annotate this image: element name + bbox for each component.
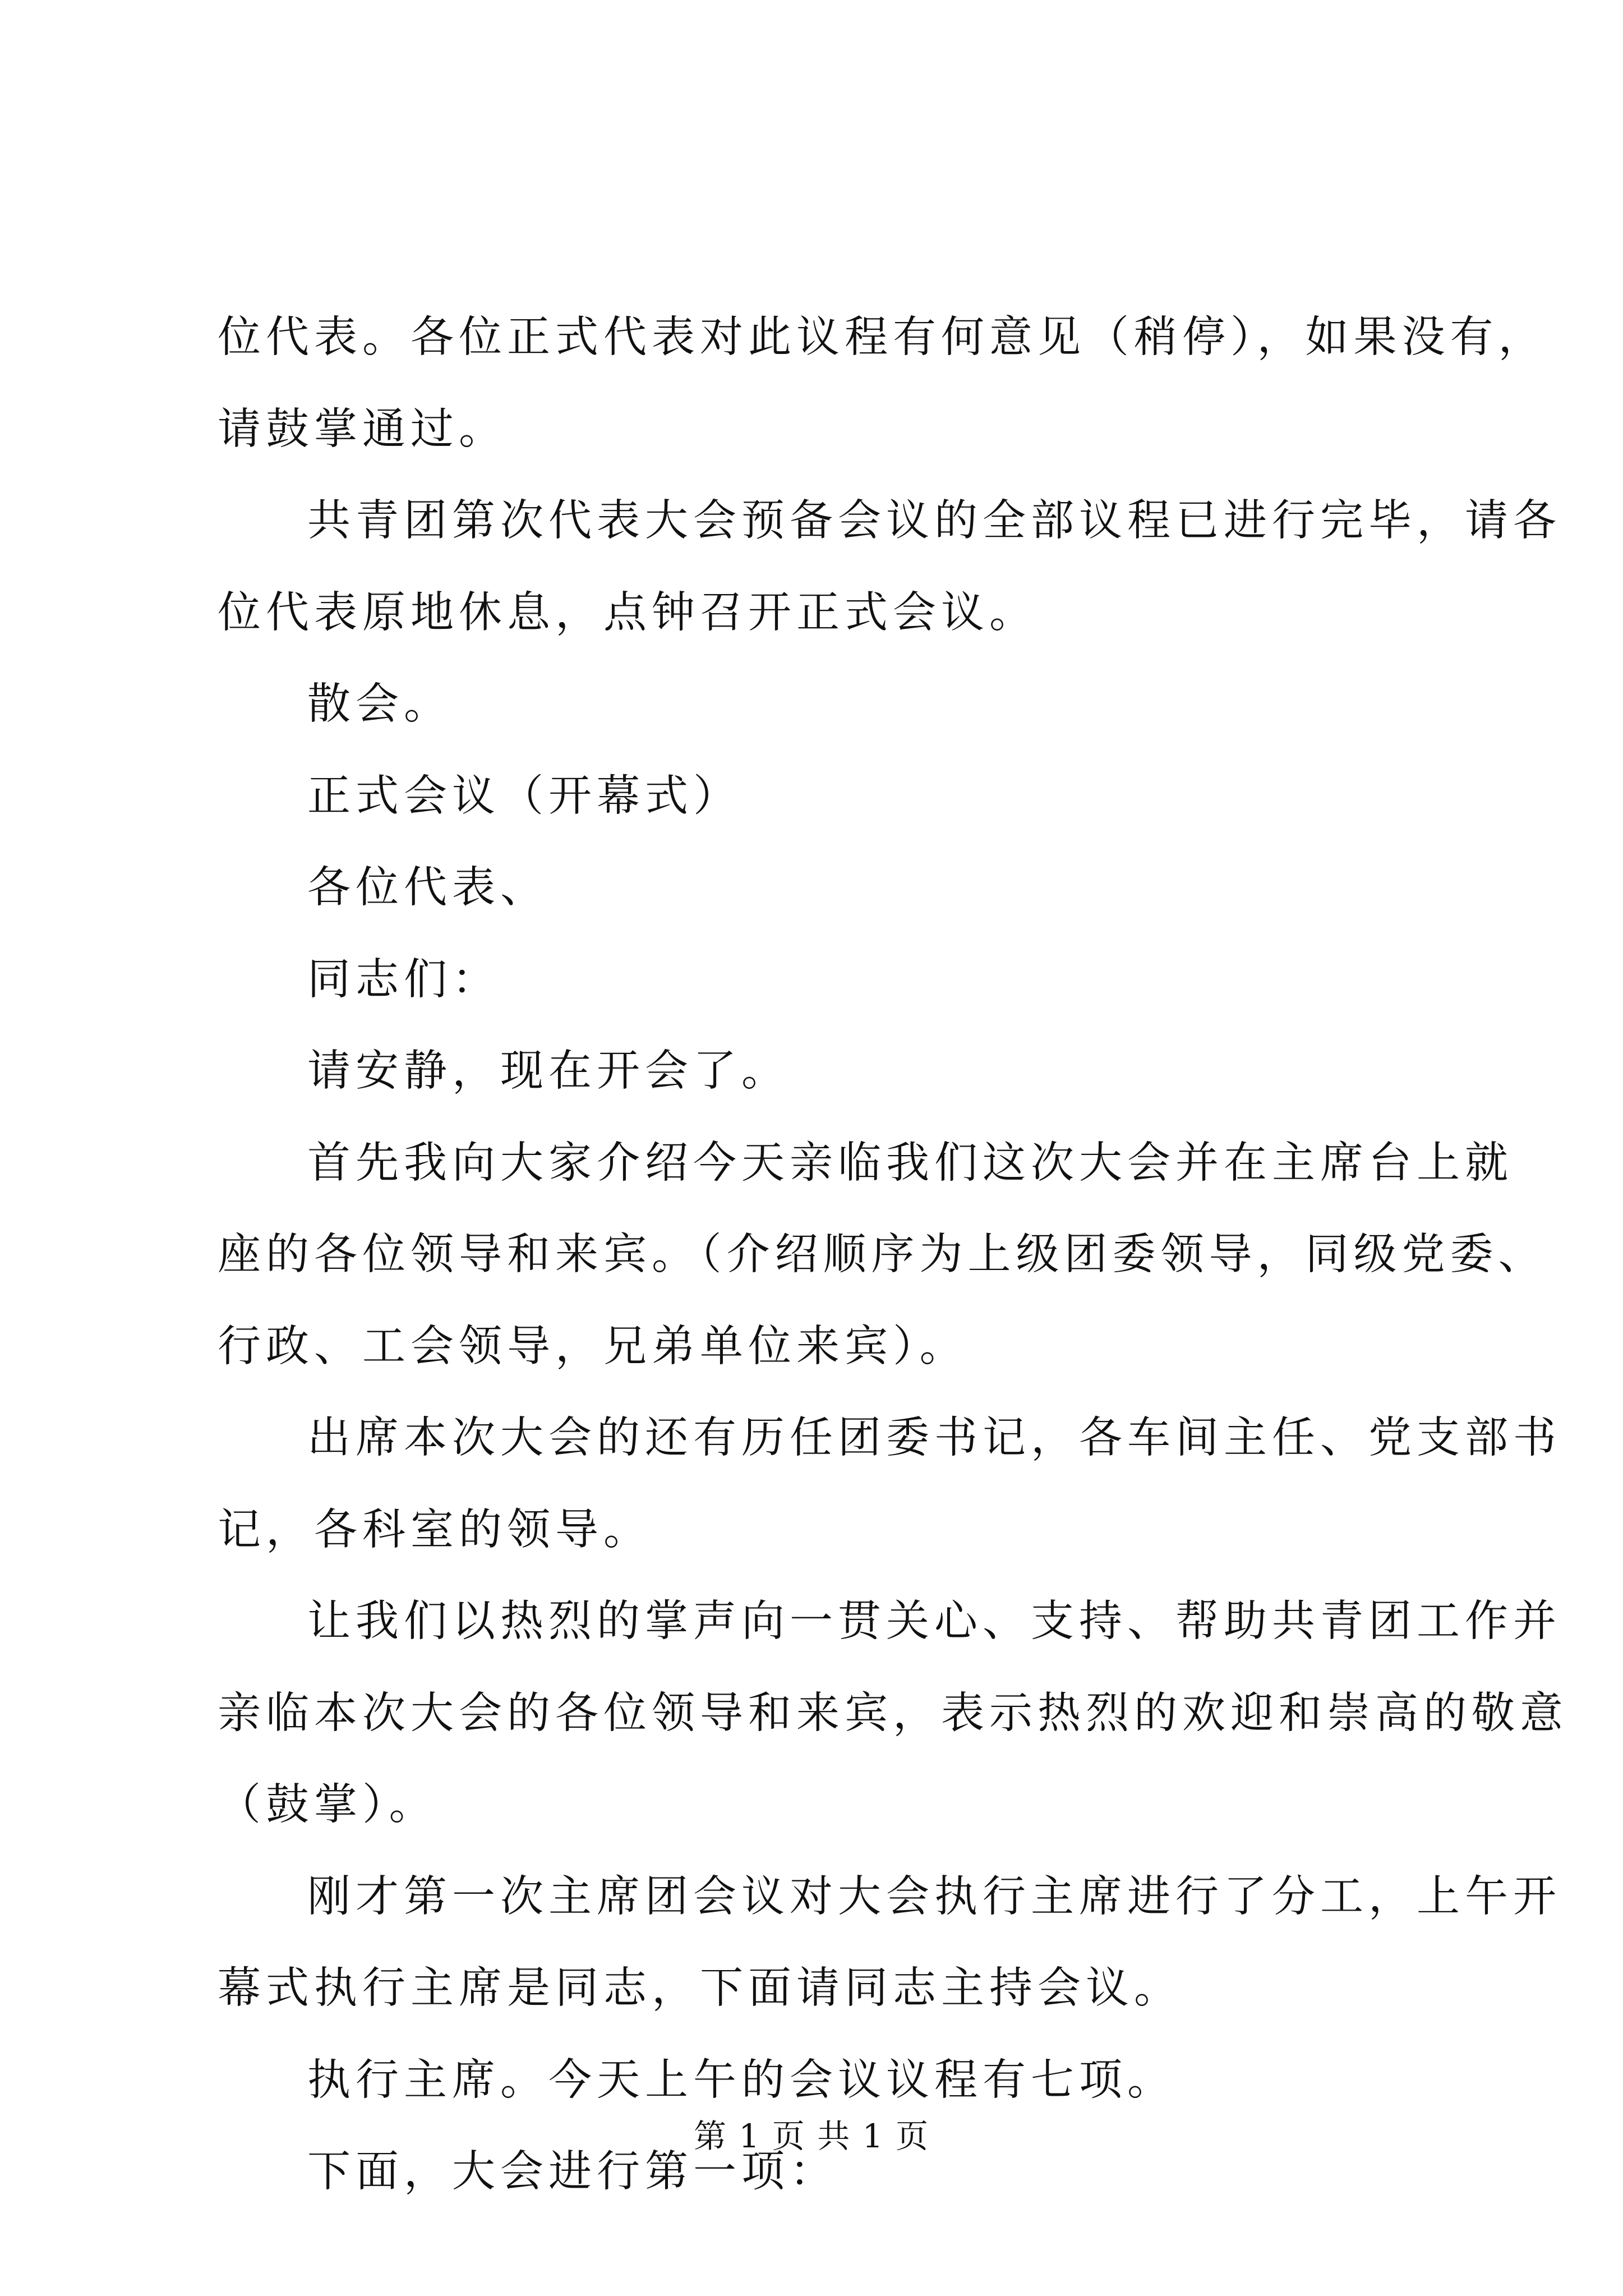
text-line: 请安静，现在开会了。 <box>307 1046 790 1096</box>
text-line: 位代表原地休息，点钟召开正式会议。 <box>218 587 1038 638</box>
text-line: 各位代表、 <box>307 863 548 913</box>
text-line: 让我们以热烈的掌声向一贯关心、支持、帮助共青团工作并 <box>307 1596 1561 1646</box>
text-line: 下面，大会进行第一项： <box>307 2147 838 2197</box>
text-line: 出席本次大会的还有历任团委书记，各车间主任、党支部书 <box>307 1413 1561 1463</box>
section-heading: 正式会议（开幕式） <box>307 771 741 821</box>
text-line: 共青团第次代表大会预备会议的全部议程已进行完毕，请各 <box>307 496 1561 546</box>
text-line: 位代表。各位正式代表对此议程有何意见（稍停），如果没有， <box>218 312 1547 362</box>
text-line: 记，各科室的领导。 <box>218 1504 652 1555</box>
text-line: 首先我向大家介绍今天亲临我们这次大会并在主席台上就 <box>307 1138 1513 1188</box>
text-line: （鼓掌）。 <box>218 1780 437 1830</box>
text-line: 幕式执行主席是同志，下面请同志主持会议。 <box>218 1963 1182 2013</box>
document-body <box>218 292 1568 2218</box>
text-line: 请鼓掌通过。 <box>218 404 507 454</box>
text-line: 散会。 <box>307 679 452 729</box>
text-line: 行政、工会领导，兄弟单位来宾）。 <box>218 1321 968 1372</box>
text-line: 座的各位领导和来宾。（介绍顺序为上级团委领导，同级党委、 <box>218 1230 1547 1280</box>
page-number-footer: 第 1 页 共 1 页 <box>694 2117 929 2155</box>
text-line: 同志们： <box>307 954 500 1005</box>
text-line: 亲临本次大会的各位领导和来宾，表示热烈的欢迎和崇高的敬意 <box>218 1688 1568 1738</box>
text-line: 刚才第一次主席团会议对大会执行主席进行了分工，上午开 <box>307 1871 1561 1922</box>
text-line: 执行主席。今天上午的会议议程有七项。 <box>307 2055 1175 2105</box>
